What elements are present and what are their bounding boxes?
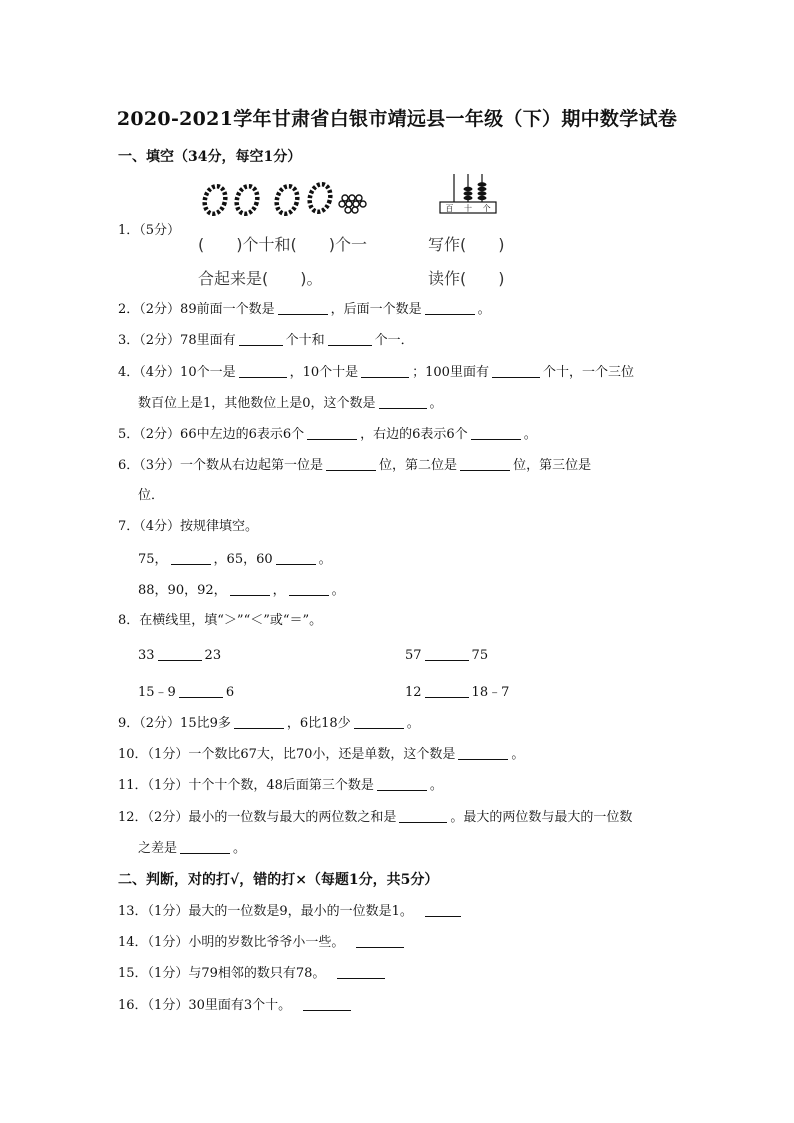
q2-text: 2．（2分）89前面一个数是 [118,302,275,317]
q1-sum-line: 合起来是( )。 [198,269,323,288]
loose-beads [339,195,366,213]
q13-text: 13．（1分）最大的一位数是9，最小的一位数是1。 [118,904,413,919]
answer-blank[interactable] [460,456,510,471]
ten-ring-4 [307,182,334,214]
answer-blank[interactable] [303,996,351,1011]
answer-blank[interactable] [239,331,283,346]
answer-blank[interactable] [458,745,508,760]
q12-text-line2: 之差是 [138,841,178,856]
q1-tens-ones-line: ( )个十和( )个一 [198,235,367,254]
abacus-tens-label: 十 [463,204,472,213]
section-1-heading: 一、填空（34分，每空1分） [118,149,302,165]
q8-right-value: 18﹣7 [471,685,510,700]
q4-text-a: ，10个十是 [289,365,359,380]
section-2-heading: 二、判断，对的打√，错的打×（每题1分，共5分） [118,872,439,888]
question-7-row-1 [138,550,332,569]
ten-ring-1 [202,184,229,216]
q6-text-b: 位，第三位是 [513,458,592,473]
q6-text-a: 位，第二位是 [379,458,458,473]
question-6-line-2: 位． [138,488,165,503]
q16-text: 16．（1分）30里面有3个十。 [118,998,292,1013]
q5-text-end: 。 [523,427,537,442]
q2-text-mid: ，后面一个数是 [330,302,422,317]
q10-text-end: 。 [511,747,525,762]
question-4-line-2 [138,394,443,413]
q9-text-mid: ，6比18少 [286,716,351,731]
answer-blank[interactable] [158,646,202,661]
q1-write-as: 写作( ) [428,235,505,254]
q7-row2-start: 88，90，92， [138,583,227,598]
answer-blank[interactable] [179,683,223,698]
question-7-row-2 [138,581,345,600]
q7-row2-mid: ， [272,583,286,598]
abacus-hundreds-label: 百 [445,204,454,213]
ten-ring-2 [234,184,261,216]
answer-blank[interactable] [425,683,469,698]
q8-left-value: 15﹣9 [138,685,176,700]
answer-blank[interactable] [377,776,427,791]
q8-right-value: 75 [471,648,489,663]
ten-ring-3 [274,184,301,216]
answer-blank[interactable] [328,331,372,346]
q12-text-end: 。 [233,841,247,856]
question-3 [118,331,414,350]
question-12-line-2 [138,839,246,858]
question-9 [118,714,420,733]
answer-blank[interactable] [326,456,376,471]
q7-row2-end: 。 [331,583,345,598]
answer-blank[interactable] [239,363,287,378]
answer-blank[interactable] [180,839,230,854]
q14-text: 14．（1分）小明的岁数比爷爷小一些。 [118,935,345,950]
q8-right-value: 6 [225,685,235,700]
q12-text: 12．（2分）最小的一位数与最大的两位数之和是 [118,810,397,825]
answer-blank[interactable] [230,581,270,596]
q4-text-end: 。 [429,396,443,411]
q7-row1-mid: ，65，60 [213,552,273,567]
answer-blank[interactable] [354,714,404,729]
q8-left-value: 57 [405,648,422,663]
q12-text-mid: 。最大的两位数与最大的一位数 [450,810,633,825]
abacus-labels [440,203,496,214]
q4-text-b: ；100里面有 [412,365,489,380]
q15-text: 15．（1分）与79相邻的数只有78。 [118,966,326,981]
question-16 [118,996,354,1015]
question-8: 8．在横线里，填“＞”“＜”或“＝”。 [118,613,323,628]
answer-blank[interactable] [234,714,284,729]
question-12 [118,808,632,827]
question-2 [118,300,491,319]
answer-blank[interactable] [289,581,329,596]
q3-text-mid: 个十和 [285,333,325,348]
q8-right-value: 23 [204,648,222,663]
question-10 [118,745,524,764]
q5-text-mid: ，右边的6表示6个 [360,427,468,442]
q4-text-line2: 数百位上是1，其他数位上是0，这个数是 [138,396,376,411]
answer-blank[interactable] [425,300,475,315]
question-15 [118,964,388,983]
answer-blank[interactable] [471,425,521,440]
answer-blank[interactable] [379,394,427,409]
answer-blank[interactable] [492,363,540,378]
answer-blank[interactable] [171,550,211,565]
question-14 [118,933,407,952]
q8-compare-1 [138,646,221,663]
q3-text-end: 个一． [374,333,414,348]
q8-compare-3 [138,681,234,700]
answer-blank[interactable] [307,425,357,440]
answer-blank[interactable] [425,646,469,661]
question-6 [118,456,591,475]
answer-blank[interactable] [356,933,404,948]
q10-text: 10．（1分）一个数比67大，比70小，还是单数，这个数是 [118,747,456,762]
answer-blank[interactable] [276,550,316,565]
q6-text: 6．（3分）一个数从右边起第一位是 [118,458,324,473]
q8-left-value: 12 [405,685,422,700]
question-4 [118,363,634,382]
q8-left-value: 33 [138,648,155,663]
question-7: 7．（4分）按规律填空。 [118,519,259,534]
q4-text-c: 个十，一个三位 [542,365,634,380]
answer-blank[interactable] [337,964,385,979]
q8-compare-2 [405,646,488,663]
q2-text-end: 。 [477,302,491,317]
q5-text: 5．（2分）66中左边的6表示6个 [118,427,305,442]
q8-compare-4 [405,681,509,700]
answer-blank[interactable] [399,808,447,823]
question-11 [118,776,443,795]
question-5 [118,425,537,444]
answer-blank[interactable] [425,902,461,917]
q1-read-as: 读作( ) [428,269,505,288]
q4-text: 4．（4分）10个一是 [118,365,236,380]
page-title: 2020-2021学年甘肃省白银市靖远县一年级（下）期中数学试卷 [116,108,678,130]
q1-label: 1．（5分） [118,223,181,238]
q11-text-end: 。 [429,778,443,793]
q11-text: 11．（1分）十个十个数，48后面第三个数是 [118,778,374,793]
q7-row1-start: 75， [138,552,168,567]
answer-blank[interactable] [278,300,328,315]
abacus-ones-label: 个 [482,204,491,213]
bead-rings-illustration [196,176,376,224]
q9-text: 9．（2分）15比9多 [118,716,231,731]
q9-text-end: 。 [406,716,420,731]
answer-blank[interactable] [361,363,409,378]
q7-row1-end: 。 [318,552,332,567]
q3-text: 3．（2分）78里面有 [118,333,236,348]
question-13 [118,902,464,921]
